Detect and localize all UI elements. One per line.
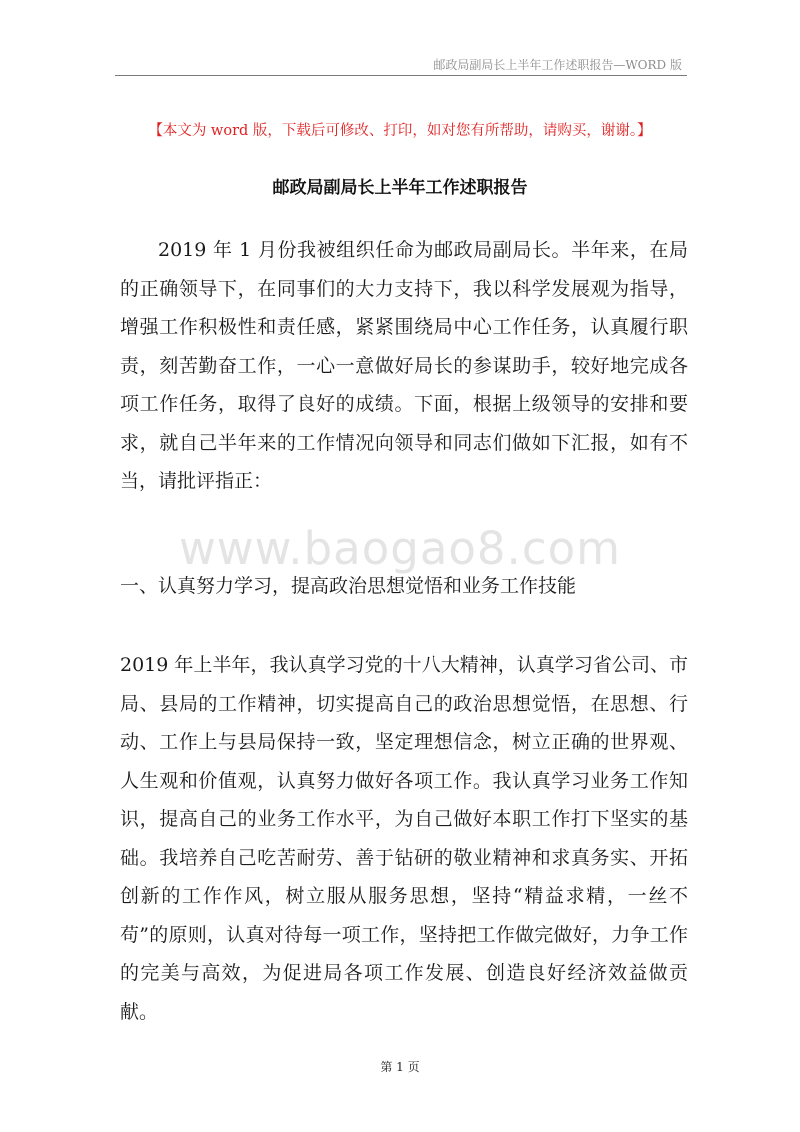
document-title: 邮政局副局长上半年工作述职报告 [272, 178, 528, 198]
page-number: 第 1 页 [380, 1060, 420, 1074]
download-notice: 【本文为 word 版，下载后可修改、打印，如对您有所帮助，请购买，谢谢。】 [148, 123, 652, 139]
page-header-title: 邮政局副局长上半年工作述职报告—WORD 版 [433, 58, 682, 72]
section-heading-1: 一、认真努力学习，提高政治思想觉悟和业务工作技能 [120, 575, 577, 597]
watermark: www.baogao8.com [179, 522, 621, 575]
section-1-paragraph: 2019 年上半年，我认真学习党的十八大精神，认真学习省公司、市局、县局的工作精神，切实提高自己的政治思想觉悟，在思想、行动、工作上与县局保持一致，坚定理想信念，树立正确的世界观、人生观和价值观，认真努力做好各项工作。我认真学习业务工作知识，提高自己的业务工作水平，为自己做好本职工作打下坚实的基础。我培养自己吃苦耐劳、善于钻研的敬业精神和求真务实、开拓创新的工作作风，树立服从服务思想，坚持“精益求精，一丝不苟”的原则，认真对待每一项工作，坚持把工作做完做好，力争工作的完美与高效，为促进局各项工作发展、创造良好经济效益做贡献。 [120, 654, 688, 1023]
header-divider [115, 75, 687, 76]
intro-paragraph: 2019 年 1 月份我被组织任命为邮政局副局长。半年来，在局的正确领导下，在同事们的大力支持下，我以科学发展观为指导，增强工作积极性和责任感，紧紧围绕局中心工作任务，认真履行职责，刻苦勤奋工作，一心一意做好局长的参谋助手，较好地完成各项工作任务，取得了良好的成绩。下面，根据上级领导的安排和要求，就自己半年来的工作情况向领导和同志们做如下汇报，如有不当，请批评指正： [120, 239, 688, 492]
